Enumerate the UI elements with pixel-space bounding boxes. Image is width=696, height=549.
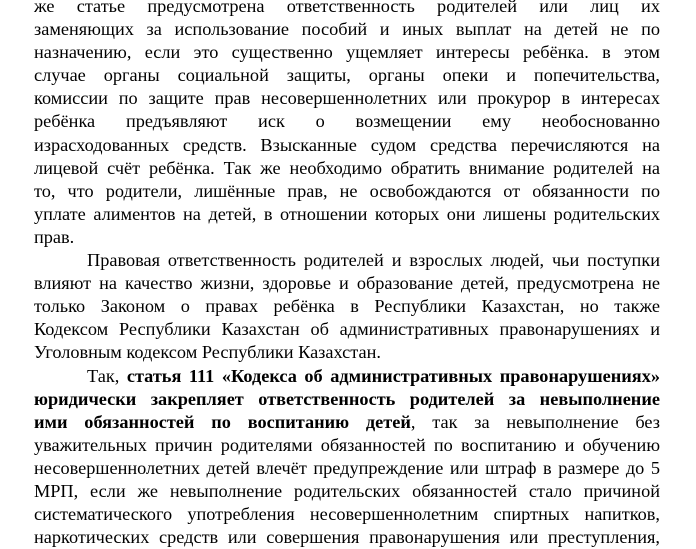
text-line: лицевой счёт ребёнка. Так же необходимо обратить внимание родителей на: [34, 157, 660, 180]
text-line: назначению, если это существенно ущемляет интересы ребёнка. в этом: [34, 41, 660, 64]
text-line: же статье предусмотрена ответственность родителей или лиц их: [34, 0, 660, 18]
text-line: Правовая ответственность родителей и взрослых людей, чьи поступки: [34, 249, 660, 272]
text-line: заменяющих за использование пособий и иных выплат на детей не по: [34, 18, 660, 41]
paragraph-1: [34, 0, 660, 249]
text-line: МРП, если же невыполнение родительских обязанностей стало причиной: [34, 480, 660, 503]
text-line: [34, 411, 660, 434]
bold-text: ими обязанностей по воспитанию детей: [34, 412, 411, 432]
document-page: [34, 0, 660, 549]
text-line: наркотических средств или совершения правонарушения или преступления,: [34, 526, 660, 549]
text-line: случае органы социальной защиты, органы опеки и попечительства,: [34, 64, 660, 87]
plain-text: , так за невыполнение без: [411, 412, 660, 432]
text-line: влияют на качество жизни, здоровье и образование детей, предусмотрена не: [34, 272, 660, 295]
bold-text: статья 111 «Кодекса об административных правонарушениях»: [127, 366, 660, 386]
plain-text: Так,: [87, 366, 127, 386]
text-line: Кодексом Республики Казахстан об административных правонарушениях и: [34, 318, 660, 341]
text-line: несовершеннолетних детей влечёт предупреждение или штраф в размере до 5: [34, 457, 660, 480]
text-line: Уголовным кодексом Республики Казахстан.: [34, 341, 660, 364]
bold-text: юридически закрепляет ответственность родителей за невыполнение: [34, 389, 660, 409]
text-line: то, что родители, лишённые прав, не освобождаются от обязанности по: [34, 180, 660, 203]
text-line: только Законом о правах ребёнка в Республики Казахстан, но также: [34, 295, 660, 318]
text-line: комиссии по защите прав несовершеннолетних или прокурор в интересах: [34, 87, 660, 110]
text-line: ребёнка предъявляют иск о возмещении ему необоснованно: [34, 110, 660, 133]
paragraph-2: [34, 249, 660, 364]
paragraph-3: [34, 365, 660, 549]
text-line: [34, 388, 660, 411]
text-line: систематического употребления несовершеннолетним спиртных напитков,: [34, 503, 660, 526]
text-line: прав.: [34, 226, 660, 249]
text-line: израсходованных средств. Взысканные судом средства перечисляются на: [34, 134, 660, 157]
text-line: [34, 365, 660, 388]
text-line: уплате алиментов на детей, в отношении которых они лишены родительских: [34, 203, 660, 226]
text-line: уважительных причин родителями обязанностей по воспитанию и обучению: [34, 434, 660, 457]
